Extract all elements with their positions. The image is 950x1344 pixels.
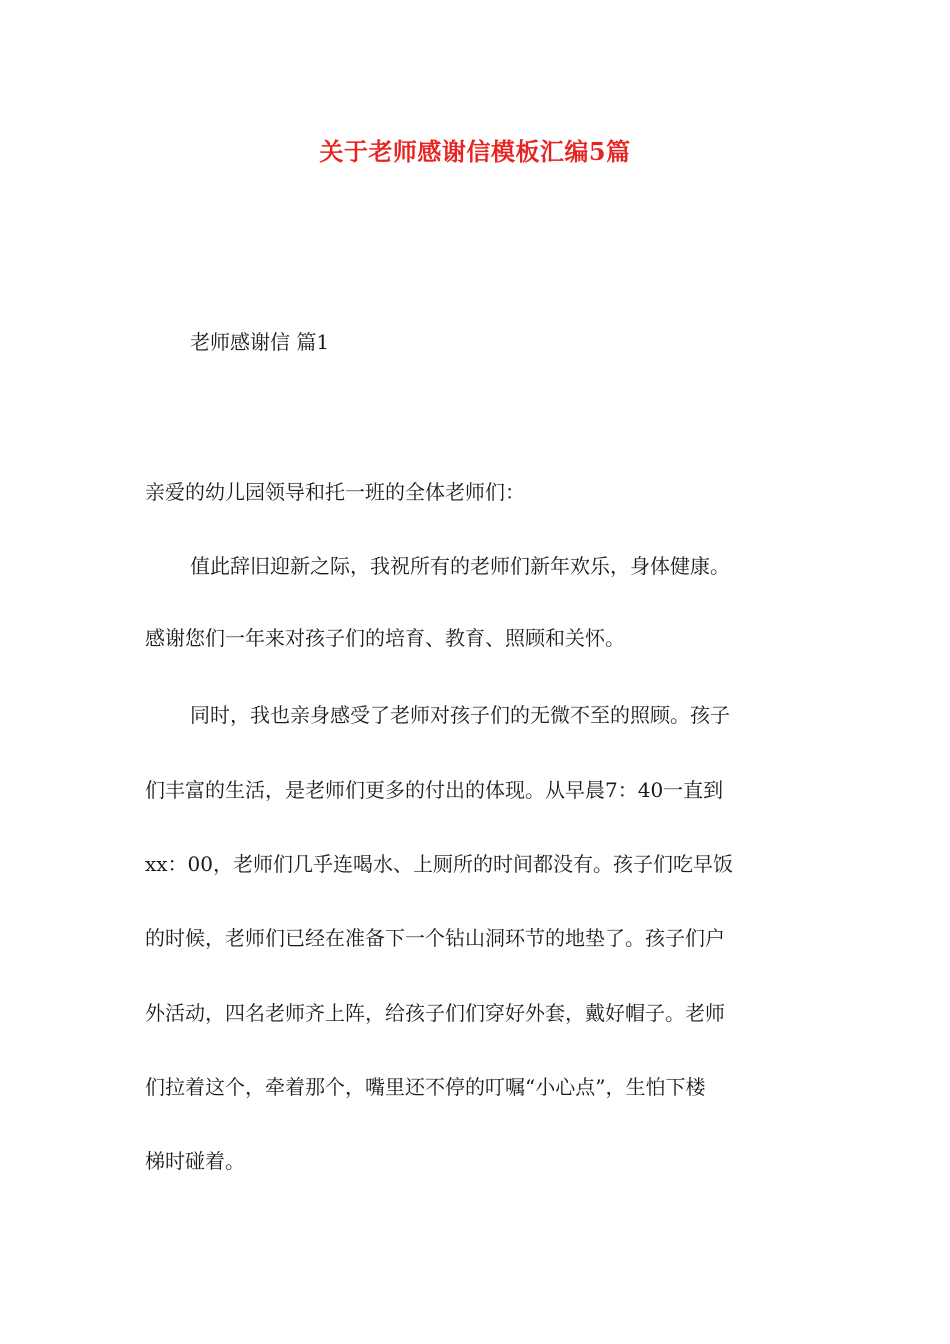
document-title: 关于老师感谢信模板汇编5篇 xyxy=(319,137,631,166)
paragraph-line: 们丰富的生活，是老师们更多的付出的体现。从早晨7：40一直到 xyxy=(145,778,724,802)
paragraph-line: 外活动，四名老师齐上阵，给孩子们们穿好外套，戴好帽子。老师 xyxy=(145,1001,725,1025)
paragraph-line: 感谢您们一年来对孩子们的培育、教育、照顾和关怀。 xyxy=(145,626,625,650)
paragraph-line: 的时候，老师们已经在准备下一个钻山洞环节的地垫了。孩子们户 xyxy=(145,926,725,950)
paragraph-line: xx：00，老师们几乎连喝水、上厕所的时间都没有。孩子们吃早饭 xyxy=(145,852,734,876)
salutation: 亲爱的幼儿园领导和托一班的全体老师们： xyxy=(145,480,525,504)
paragraph-line: 们拉着这个，牵着那个，嘴里还不停的叮嘱“小心点”，生怕下楼 xyxy=(145,1075,706,1099)
paragraph-line: 值此辞旧迎新之际，我祝所有的老师们新年欢乐，身体健康。 xyxy=(190,554,730,578)
paragraph-line: 梯时碰着。 xyxy=(145,1149,245,1173)
section-heading: 老师感谢信 篇1 xyxy=(190,330,330,354)
paragraph-line: 同时，我也亲身感受了老师对孩子们的无微不至的照顾。孩子 xyxy=(190,703,730,727)
